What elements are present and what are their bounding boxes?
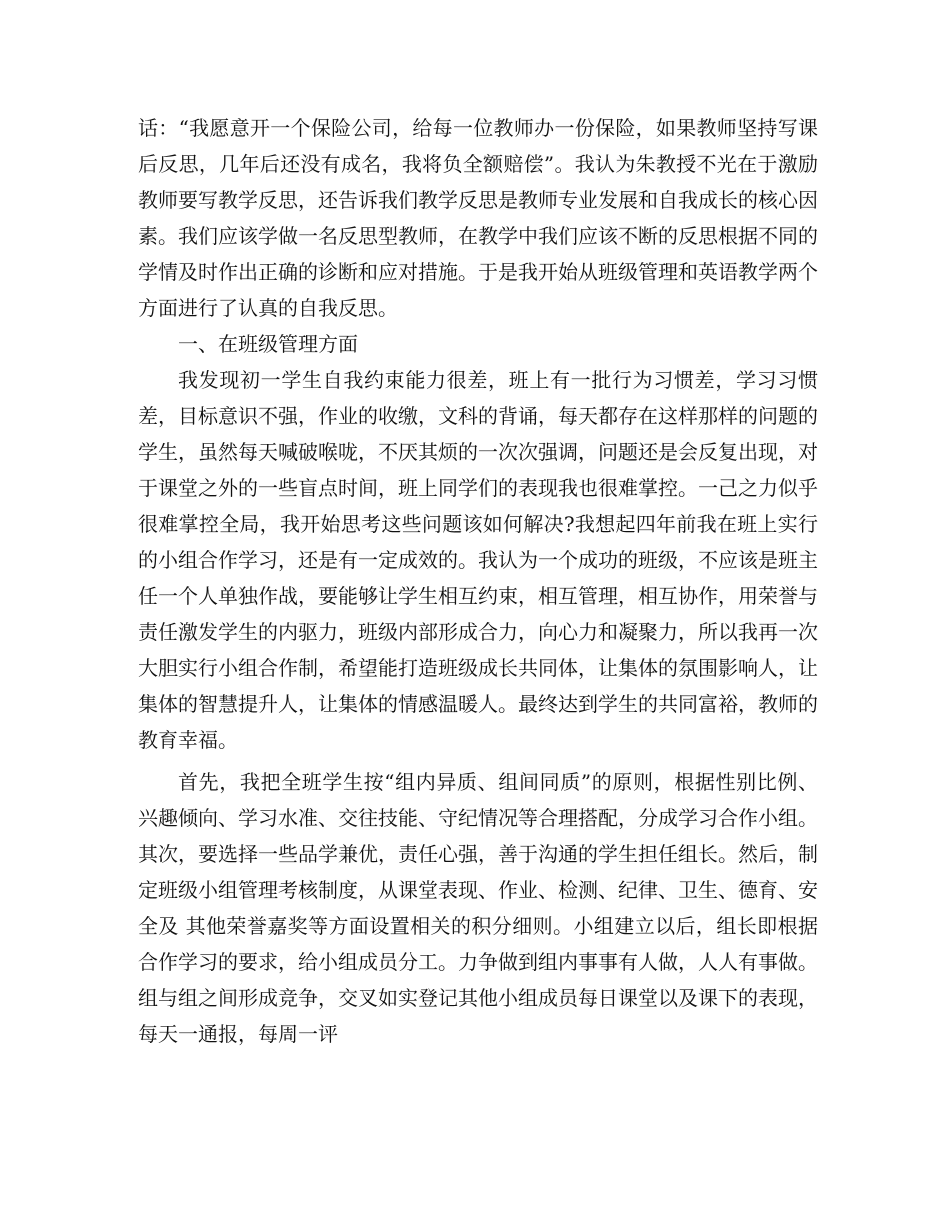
paragraph-continuation: 话：“我愿意开一个保险公司，给每一位教师办一份保险，如果教师坚持写课后反思，几年后还没有成名，我将负全额赔偿”。我认为朱教授不光在于激励教师要写教学反思，还告诉我们教学反思是教师专业发展和自我成长的核心因素。我们应该学做一名反思型教师，在教学中我们应该不断的反思根据不同的学情及时作出正确的诊断和应对措施。于是我开始从班级管理和英语教学两个方面进行了认真的自我反思。 <box>138 116 818 320</box>
paragraph-group-method: 首先，我把全班学生按“组内异质、组间同质”的原则，根据性别比例、兴趣倾向、学习水准、交往技能、守纪情况等合理搭配，分成学习合作小组。其次，要选择一些品学兼优，责任心强，善于沟通的学生担任组长。然后，制定班级小组管理考核制度，从课堂表现、作业、检测、纪律、卫生、德育、安全及 其他荣誉嘉奖等方面设置相关的积分细则。小组建立以后，组长即根据合作学习的要求，给小组成员分工。力争做到组内事事有人做，人人有事做。组与组之间形成竞争，交叉如实登记其他小组成员每日课堂以及课下的表现，每天一通报，每周一评 <box>138 770 818 1046</box>
document-body <box>138 110 818 1052</box>
section-heading-class-management: 一、在班级管理方面 <box>178 332 358 356</box>
paragraph-problem-reflection: 我发现初一学生自我约束能力很差，班上有一批行为习惯差，学习习惯差，目标意识不强，作业的收缴，文科的背诵，每天都存在这样那样的问题的学生，虽然每天喊破喉咙，不厌其烦的一次次强调，问题还是会反复出现，对于课堂之外的一些盲点时间，班上同学们的表现我也很难掌控。一己之力似乎很难掌控全局，我开始思考这些问题该如何解决?我想起四年前我在班上实行的小组合作学习，还是有一定成效的。我认为一个成功的班级，不应该是班主任一个人单独作战，要能够让学生相互约束，相互管理，相互协作，用荣誉与责任激发学生的内驱力，班级内部形成合力，向心力和凝聚力，所以我再一次大胆实行小组合作制，希望能打造班级成长共同体，让集体的氛围影响人，让集体的智慧提升人，让集体的情感温暖人。最终达到学生的共同富裕，教师的教育幸福。 <box>138 368 818 752</box>
